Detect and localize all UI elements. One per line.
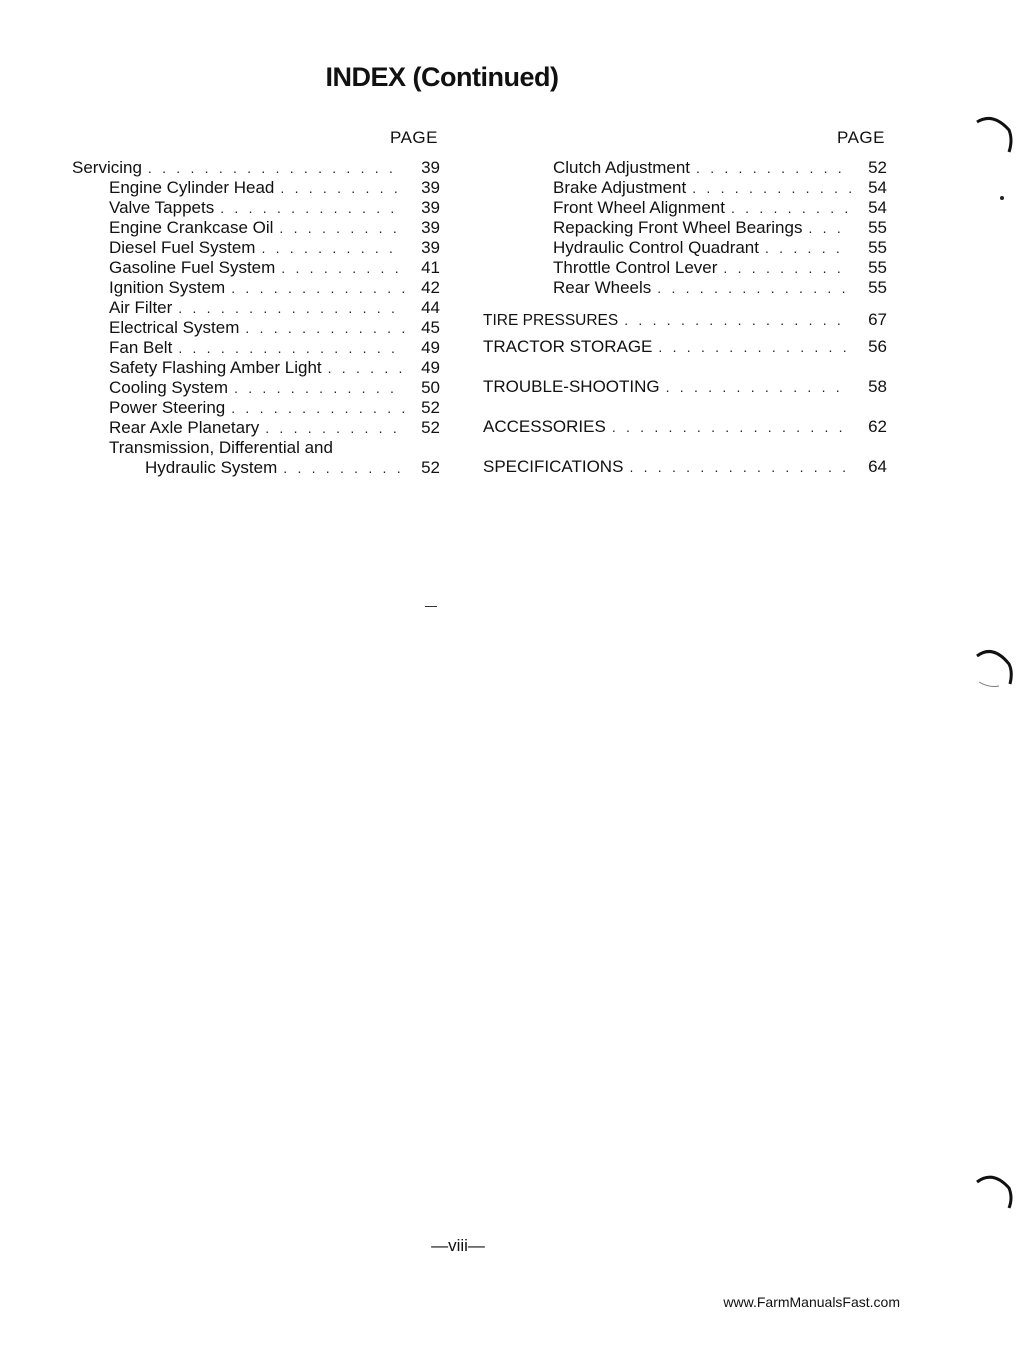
index-entry: Valve Tappets . . . 39 [72, 198, 440, 218]
index-entry: Electrical System . . . 45 [72, 318, 440, 338]
scan-speck [425, 606, 437, 607]
page-column-header: PAGE [390, 128, 438, 147]
index-entry: Cooling System . . . 50 [72, 378, 440, 398]
index-entry: Brake Adjustment . . . 54 [483, 178, 887, 198]
index-entry: Diesel Fuel System . . . 39 [72, 238, 440, 258]
index-entry: Rear Wheels . . . 55 [483, 278, 887, 298]
index-entry: Fan Belt . . . 49 [72, 338, 440, 358]
index-entry: Engine Crankcase Oil . . . 39 [72, 218, 440, 238]
index-entry: Throttle Control Lever . . . 55 [483, 258, 887, 278]
website-credit: www.FarmManualsFast.com [723, 1294, 900, 1310]
binder-hole-mark [975, 1168, 1015, 1214]
index-entry: Repacking Front Wheel Bearings . . . 55 [483, 218, 887, 238]
index-entry: Hydraulic System . . . 52 [72, 458, 440, 478]
index-entry: Ignition System . . . 42 [72, 278, 440, 298]
binder-hole-mark [975, 642, 1015, 692]
index-entry: Rear Axle Planetary . . . 52 [72, 418, 440, 438]
index-left-column [72, 128, 440, 478]
index-entry: Air Filter . . . 44 [72, 298, 440, 318]
binder-hole-mark [975, 112, 1015, 158]
index-section-entry: ACCESSORIES . . . 62 [483, 417, 887, 437]
index-entry: Gasoline Fuel System . . . 41 [72, 258, 440, 278]
scan-speck [1000, 196, 1004, 200]
index-section-entry: TIRE PRESSURES . . . 67 [483, 310, 887, 330]
page-column-header: PAGE [837, 128, 885, 147]
index-entry: Servicing . . . 39 [72, 158, 440, 178]
page-number-footer: —viii— [431, 1236, 485, 1255]
index-entry: Safety Flashing Amber Light . . . 49 [72, 358, 440, 378]
index-entry: Power Steering . . . 52 [72, 398, 440, 418]
index-entry: Front Wheel Alignment . . . 54 [483, 198, 887, 218]
index-entry: Transmission, Differential and [109, 438, 333, 457]
index-section-entry: TRACTOR STORAGE . . . 56 [483, 337, 887, 357]
index-section-entry: TROUBLE-SHOOTING . . . 58 [483, 377, 887, 397]
page-title: INDEX (Continued) [325, 62, 559, 92]
index-entry: Hydraulic Control Quadrant . . . 55 [483, 238, 887, 258]
index-section-entry: SPECIFICATIONS . . . 64 [483, 457, 887, 477]
index-right-column [483, 128, 887, 477]
index-entry: Engine Cylinder Head . . . 39 [72, 178, 440, 198]
index-entry: Clutch Adjustment . . . 52 [483, 158, 887, 178]
